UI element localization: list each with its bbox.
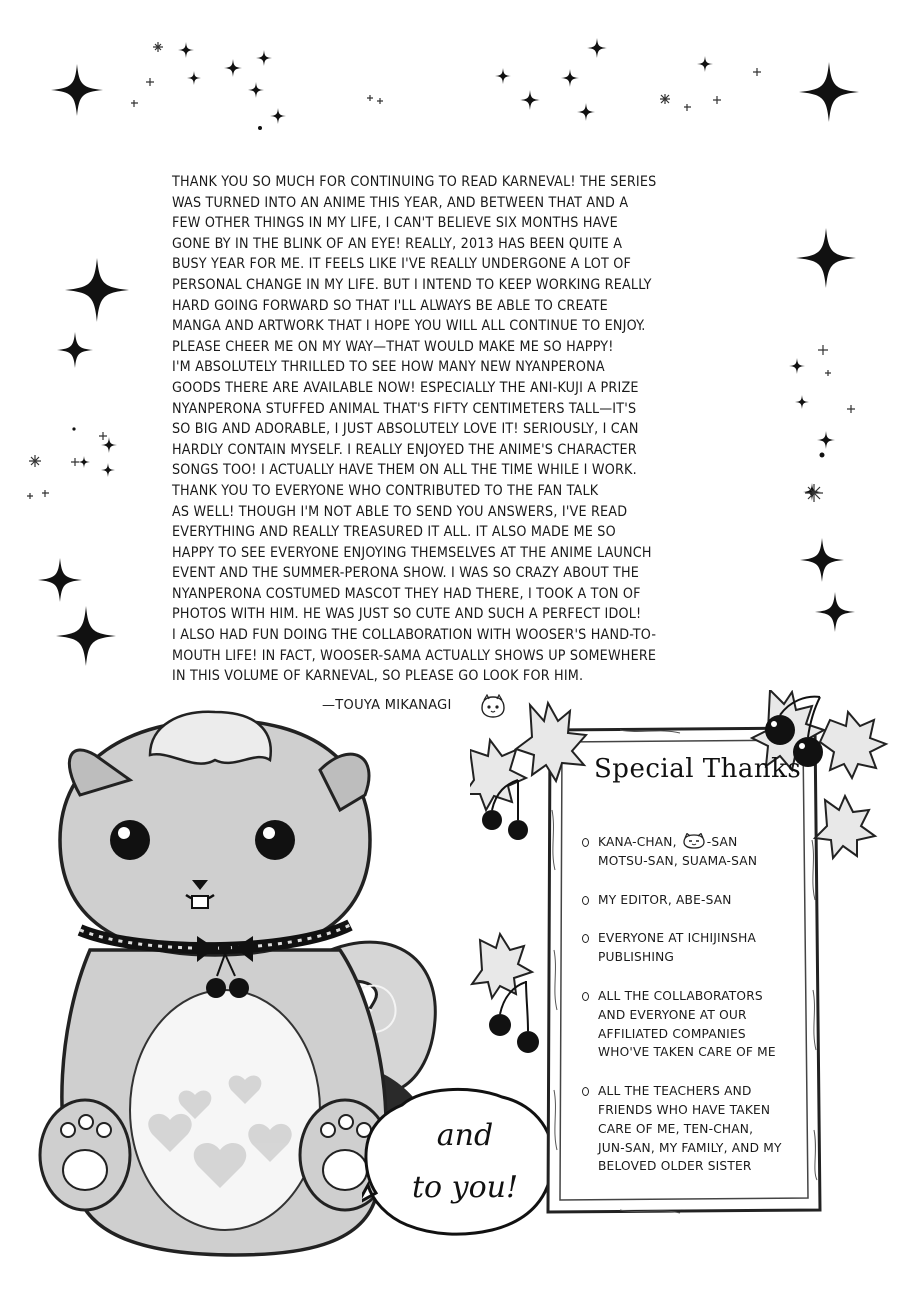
afterword-line: I ALSO HAD FUN DOING THE COLLABORATION WITH WOOSER'S HAND-TO-	[172, 627, 657, 644]
afterword-line: AS WELL! THOUGH I'M NOT ABLE TO SEND YOU ANSWERS, I'VE READ	[172, 503, 628, 520]
four-point-star-icon	[38, 558, 82, 602]
special-thanks-title: Special Thanks	[594, 754, 802, 784]
four-point-star-icon	[56, 606, 116, 666]
thanks-row: AFFILIATED COMPANIES	[598, 1026, 746, 1041]
four-point-star-icon	[799, 62, 859, 122]
list-item	[580, 833, 790, 871]
afterword-line: NYANPERONA COSTUMED MASCOT THEY HAD THERE, I TOOK A TON OF	[172, 585, 641, 602]
afterword-line: HARD GOING FORWARD SO THAT I'LL ALWAYS BE ABLE TO CREATE	[172, 297, 608, 314]
list-item	[580, 987, 790, 1062]
afterword-line: IN THIS VOLUME OF KARNEVAL, SO PLEASE GO LOOK FOR HIM.	[172, 668, 584, 685]
afterword-line: SONGS TOO! I ACTUALLY HAVE THEM ON ALL THE TIME WHILE I WORK.	[172, 462, 637, 479]
afterword-line: PHOTOS WITH HIM. HE WAS JUST SO CUTE AND SUCH A PERFECT IDOL!	[172, 606, 642, 623]
afterword-line: GOODS THERE ARE AVAILABLE NOW! ESPECIALLY THE ANI-KUJI A PRIZE	[172, 379, 639, 396]
thanks-row: -SAN	[706, 835, 738, 849]
afterword-line: MANGA AND ARTWORK THAT I HOPE YOU WILL ALL CONTINUE TO ENJOY.	[172, 318, 646, 335]
list-item	[580, 929, 790, 967]
thanks-row: CARE OF ME, TEN-CHAN,	[598, 1121, 754, 1136]
thanks-row: MOTSU-SAN, SUAMA-SAN	[598, 853, 758, 868]
thanks-row: PUBLISHING	[598, 950, 675, 965]
thanks-row: JUN-SAN, MY FAMILY, AND MY	[598, 1140, 782, 1155]
afterword-line: GONE BY IN THE BLINK OF AN EYE! REALLY, 2013 HAS BEEN QUITE A	[172, 235, 623, 252]
thanks-row: ALL THE COLLABORATORS	[598, 988, 763, 1003]
afterword-line: PLEASE CHEER ME ON MY WAY—THAT WOULD MAKE ME SO HAPPY!	[172, 338, 614, 355]
thanks-row: BELOVED OLDER SISTER	[598, 1159, 752, 1174]
four-point-star-icon	[65, 258, 129, 322]
afterword-line: SO BIG AND ADORABLE, I JUST ABSOLUTELY LOVE IT! SERIOUSLY, I CAN	[172, 421, 639, 438]
afterword-line: NYANPERONA STUFFED ANIMAL THAT'S FIFTY CENTIMETERS TALL—IT'S	[172, 400, 637, 417]
bubble-text-line-1: and	[436, 1118, 494, 1153]
thanks-row: MY EDITOR, ABE-SAN	[598, 892, 732, 907]
four-point-star-icon	[800, 538, 844, 582]
thanks-row: EVERYONE AT ICHIJINSHA	[598, 931, 757, 946]
afterword-line: THANK YOU SO MUCH FOR CONTINUING TO READ KARNEVAL! THE SERIES	[172, 174, 657, 190]
afterword-line: HARDLY CONTAIN MYSELF. I REALLY ENJOYED THE ANIME'S CHARACTER	[172, 441, 637, 458]
four-point-star-icon	[796, 228, 856, 288]
thanks-row: FRIENDS WHO HAVE TAKEN	[598, 1102, 771, 1117]
cat-face-icon	[681, 833, 707, 849]
thanks-row: ALL THE TEACHERS AND	[598, 1084, 752, 1099]
afterword-line: PERSONAL CHANGE IN MY LIFE. BUT I INTEND TO KEEP WORKING REALLY	[172, 276, 652, 293]
afterword-line: BUSY YEAR FOR ME. IT FEELS LIKE I'VE REALLY UNDERGONE A LOT OF	[172, 256, 632, 273]
afterword-line: WAS TURNED INTO AN ANIME THIS YEAR, AND BETWEEN THAT AND A	[172, 194, 629, 211]
afterword-line: FEW OTHER THINGS IN MY LIFE, I CAN'T BELIEVE SIX MONTHS HAVE	[172, 215, 618, 232]
bubble-text-line-2: to you!	[411, 1170, 519, 1205]
thanks-row: WHO'VE TAKEN CARE OF ME	[598, 1045, 776, 1060]
afterword-line: EVENT AND THE SUMMER-PERONA SHOW. I WAS SO CRAZY ABOUT THE	[172, 565, 640, 582]
afterword-line: EVERYTHING AND REALLY TREASURED IT ALL. IT ALSO MADE ME SO	[172, 524, 616, 541]
afterword-line: MOUTH LIFE! IN FACT, WOOSER-SAMA ACTUALLY SHOWS UP SOMEWHERE	[172, 647, 657, 664]
list-item	[580, 1082, 790, 1176]
four-point-star-icon	[57, 332, 93, 368]
thanks-row: AND EVERYONE AT OUR	[598, 1007, 747, 1022]
thanks-row: KANA-CHAN,	[598, 835, 677, 849]
special-thanks-list	[580, 833, 790, 1196]
four-point-star-icon	[815, 592, 855, 632]
list-item	[580, 891, 790, 910]
four-point-star-icon	[51, 64, 103, 116]
afterword-line: THANK YOU TO EVERYONE WHO CONTRIBUTED TO THE FAN TALK	[172, 482, 599, 499]
afterword-line: HAPPY TO SEE EVERYONE ENJOYING THEMSELVES AT THE ANIME LAUNCH	[172, 544, 652, 561]
afterword-line: I'M ABSOLUTELY THRILLED TO SEE HOW MANY NEW NYANPERONA	[172, 359, 605, 376]
author-signature: —TOUYA MIKANAGI	[322, 698, 452, 713]
afterword-text	[172, 172, 772, 687]
